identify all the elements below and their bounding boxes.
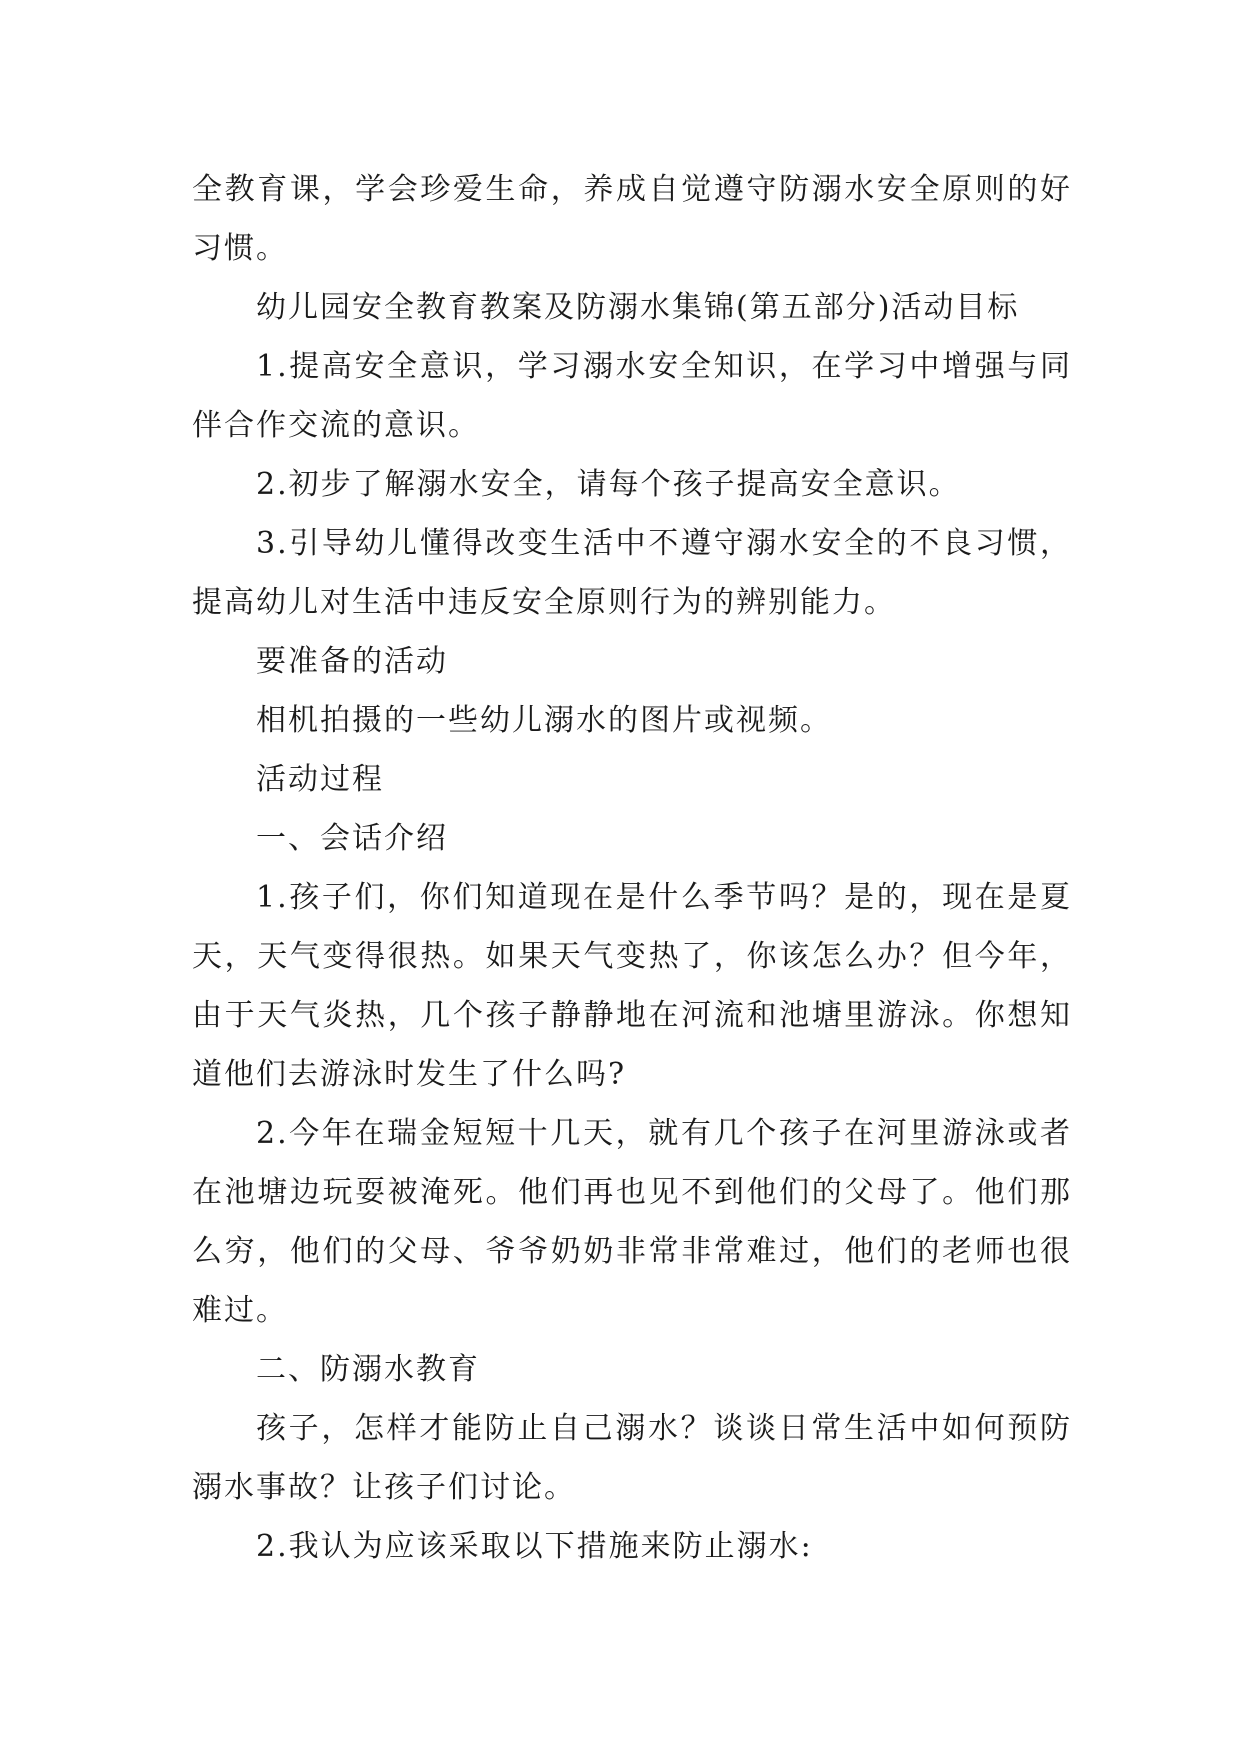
paragraph-goal-1: 1.提高安全意识，学习溺水安全知识，在学习中增强与同伴合作交流的意识。 (192, 349, 1072, 443)
paragraph-goal-3: 3.引导幼儿懂得改变生活中不遵守溺水安全的不良习惯，提高幼儿对生活中违反安全原则行为的辨别能力。 (192, 526, 1072, 620)
paragraph-conversation-2: 2.今年在瑞金短短十几天，就有几个孩子在河里游泳或者在池塘边玩耍被淹死。他们再也见不到他们的父母了。他们那么穷，他们的父母、爷爷奶奶非常非常难过，他们的老师也很难过。 (192, 1116, 1072, 1328)
paragraph-preparation: 相机拍摄的一些幼儿溺水的图片或视频。 (256, 703, 832, 738)
paragraph-continuation: 全教育课，学会珍爱生命，养成自觉遵守防溺水安全原则的好习惯。 (192, 172, 1072, 266)
heading-drowning-education: 二、防溺水教育 (256, 1352, 480, 1387)
document-body (192, 160, 1072, 1576)
paragraph-section-title: 幼儿园安全教育教案及防溺水集锦(第五部分)活动目标 (256, 290, 1020, 325)
heading-conversation: 一、会话介绍 (256, 821, 448, 856)
heading-preparation: 要准备的活动 (256, 644, 448, 679)
paragraph-conversation-1: 1.孩子们，你们知道现在是什么季节吗？是的，现在是夏天，天气变得很热。如果天气变热了，你该怎么办？但今年，由于天气炎热，几个孩子静静地在河流和池塘里游泳。你想知道他们去游泳时发生了什么吗? (192, 880, 1072, 1092)
paragraph-goal-2: 2.初步了解溺水安全，请每个孩子提高安全意识。 (256, 467, 961, 502)
paragraph-education-1: 孩子，怎样才能防止自己溺水？谈谈日常生活中如何预防溺水事故？让孩子们讨论。 (192, 1411, 1072, 1505)
paragraph-education-2: 2.我认为应该采取以下措施来防止溺水: (256, 1529, 813, 1564)
heading-process: 活动过程 (256, 762, 384, 797)
